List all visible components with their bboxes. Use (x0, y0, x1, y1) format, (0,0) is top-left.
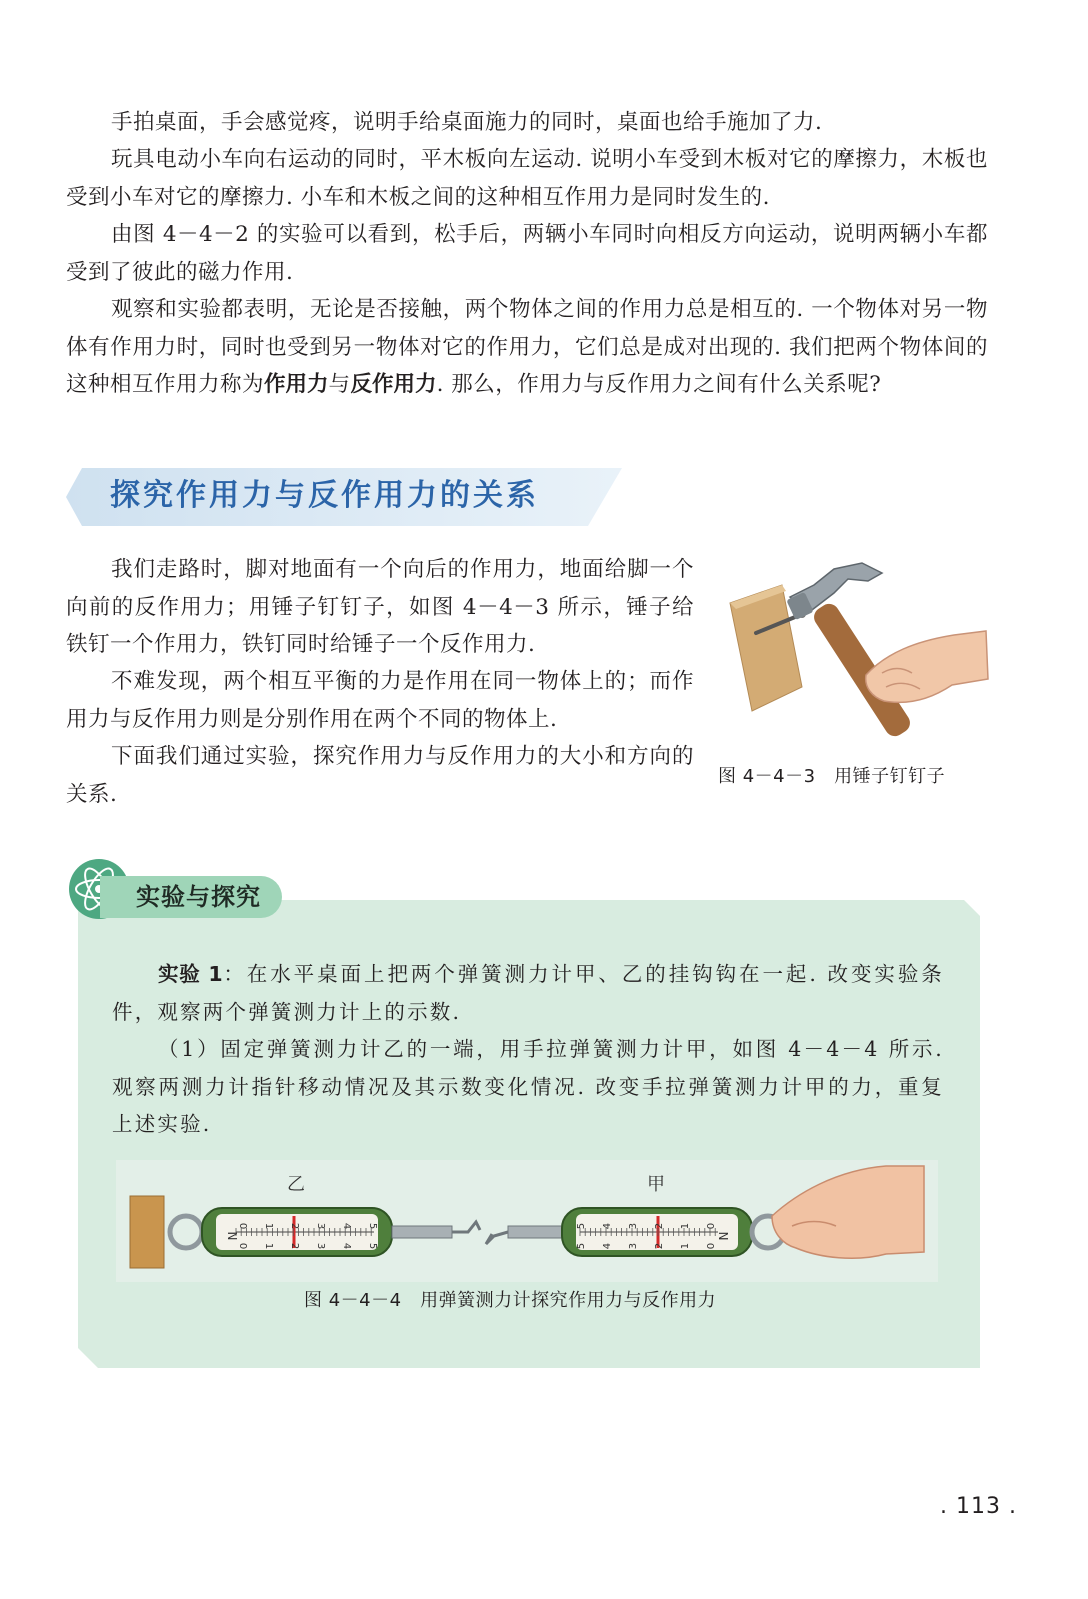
scale-right-tick-top: 5 (576, 1222, 587, 1230)
scale-left-tick-top: 0 (237, 1222, 248, 1230)
page-number: . 113 . (940, 1494, 1017, 1519)
paragraph-toy-car: 玩具电动小车向右运动的同时，平木板向左运动. 说明小车受到木板对它的摩擦力，木板也受到小车对它的摩擦力. 小车和木板之间的这种相互作用力是同时发生的. (66, 147, 988, 210)
paragraph-hand-table: 手拍桌面，手会感觉疼，说明手给桌面施力的同时，桌面也给手施加了力. (111, 110, 823, 135)
concept-joiner: 与 (328, 372, 351, 397)
scale-left-tick-top: 1 (263, 1222, 274, 1230)
scale-left-unit: N (225, 1231, 239, 1241)
concept-text-before: 观察和实验都表明，无论是否接触，两个物体之间的作用力总是相互的. 一个物体对另一物体有作用力时，同时也受到另一物体对它的作用力，它们总是成对出现的. 我们把两个物体间的这种相互作用力称为 (66, 297, 988, 397)
scale-left-tick-top: 2 (289, 1222, 300, 1230)
experiment-tab-label: 实验与探究 (136, 883, 261, 911)
term-reaction-force: 反作用力 (350, 372, 437, 397)
scale-left-tick-top: 5 (367, 1222, 378, 1230)
paragraph-balance-forces: 不难发现，两个相互平衡的力是作用在同一物体上的；而作用力与反作用力则是分别作用在两个不同的物体上. (66, 669, 694, 732)
scale-left-tick-top: 3 (315, 1222, 326, 1230)
concept-text-after: . 那么，作用力与反作用力之间有什么关系呢? (436, 372, 882, 397)
experiment-1-label: 实验 1 (158, 962, 223, 986)
scale-left-tick-bottom: 5 (367, 1242, 378, 1250)
experiment-1-paragraph (112, 956, 944, 1031)
paragraph-walking-hammer: 我们走路时，脚对地面有一个向后的作用力，地面给脚一个向前的反作用力；用锤子钉钉子，如图 4－4－3 所示，锤子给铁钉一个作用力，铁钉同时给锤子一个反作用力. (66, 557, 694, 657)
scale-right-tick-top: 4 (602, 1222, 613, 1230)
paragraph-magnet-cars: 由图 4－4－2 的实验可以看到，松手后，两辆小车同时向相反方向运动，说明两辆小车都受到了彼此的磁力作用. (66, 222, 988, 285)
scale-left-tick-bottom: 2 (289, 1242, 300, 1250)
scale-left-tick-bottom: 0 (237, 1242, 248, 1250)
scale-right-label: 甲 (647, 1174, 665, 1195)
scale-right-tick-bottom: 5 (576, 1242, 587, 1250)
scale-right-tick-top: 3 (628, 1222, 639, 1230)
scale-right-tick-top: 2 (654, 1222, 665, 1230)
scale-right-unit: N (717, 1231, 731, 1241)
scale-left-tick-bottom: 4 (341, 1242, 352, 1250)
experiment-1-text: ：在水平桌面上把两个弹簧测力计甲、乙的挂钩钩在一起. 改变实验条件，观察两个弹簧测力计上的示数. (112, 962, 944, 1024)
scale-left-tick-bottom: 1 (263, 1242, 274, 1250)
scale-right-tick-bottom: 4 (602, 1242, 613, 1250)
scale-right-tick-top: 0 (706, 1222, 717, 1230)
scale-right-tick-bottom: 0 (706, 1242, 717, 1250)
figure-hammer-caption: 图 4－4－3 用锤子钉钉子 (718, 766, 946, 787)
spring-scales-figure (116, 1160, 938, 1282)
scale-right-tick-bottom: 3 (628, 1242, 639, 1250)
scale-right-tick-bottom: 2 (654, 1242, 665, 1250)
scale-left-tick-top: 4 (341, 1222, 352, 1230)
section-title: 探究作用力与反作用力的关系 (110, 478, 539, 513)
term-action-force: 作用力 (264, 372, 329, 397)
scale-left-tick-bottom: 3 (315, 1242, 326, 1250)
scale-right-tick-top: 1 (680, 1222, 691, 1230)
scale-right-tick-bottom: 1 (680, 1242, 691, 1250)
scale-left-label: 乙 (287, 1174, 305, 1195)
experiment-1-step-1: （1）固定弹簧测力计乙的一端，用手拉弹簧测力计甲，如图 4－4－4 所示. 观察两测力计指针移动情况及其示数变化情况. 改变手拉弹簧测力计甲的力，重复上述实验. (112, 1037, 944, 1136)
hammer-nail-figure (716, 555, 991, 750)
figure-spring-caption: 图 4－4－4 用弹簧测力计探究作用力与反作用力 (304, 1290, 717, 1311)
paragraph-next-experiment: 下面我们通过实验，探究作用力与反作用力的大小和方向的关系. (66, 744, 694, 807)
paragraph-concept (66, 291, 988, 404)
